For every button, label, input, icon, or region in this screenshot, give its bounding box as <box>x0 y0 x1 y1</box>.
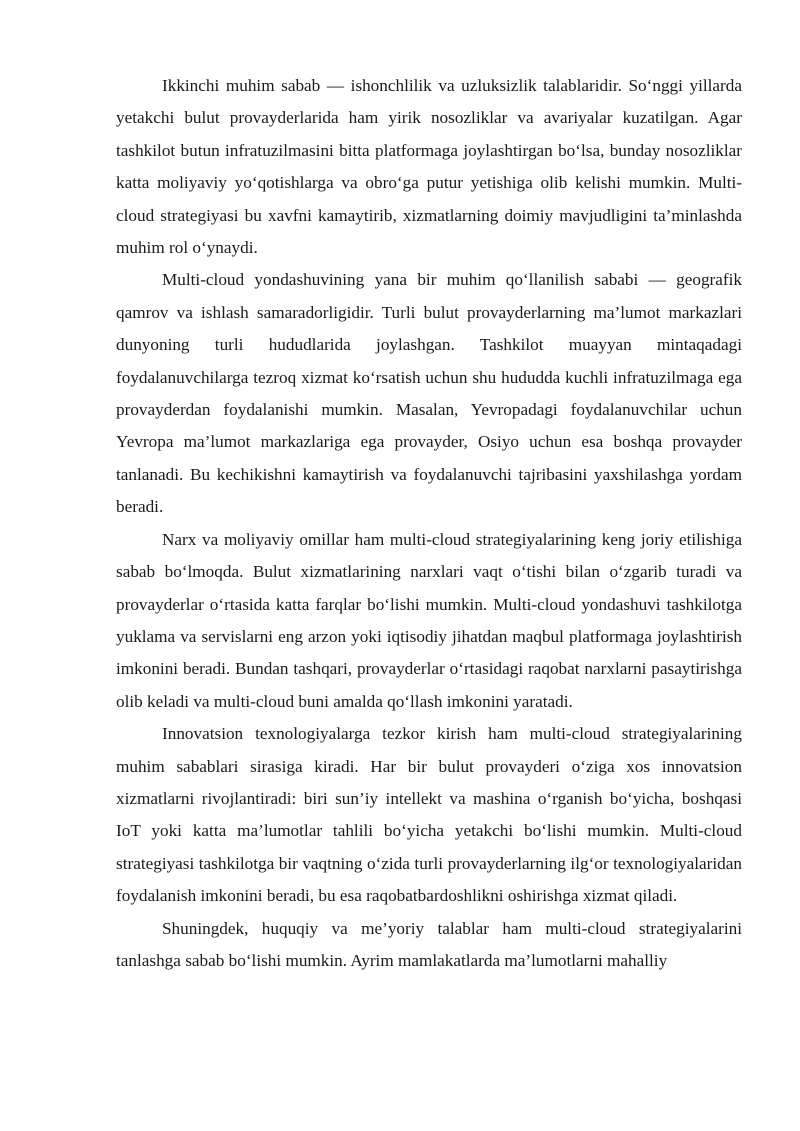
document-page <box>116 70 742 977</box>
paragraph-cost-factors: Narx va moliyaviy omillar ham multi-cloud strategiyalarining keng joriy etilishiga sabab bo‘lmoqda. Bulut xizmatlarining narxlari vaqt o‘tishi bilan o‘zgarib turadi va provayderlar o‘rtasida katta farqlar bo‘lishi mumkin. Multi-cloud yondashuvi tashkilotga yuklama va servislarni eng arzon yoki iqtisodiy jihatdan maqbul platformaga joylashtirish imkonini beradi. Bundan tashqari, provayderlar o‘rtasidagi raqobat narxlarni pasaytirishga olib keladi va multi-cloud buni amalda qo‘llash imkonini yaratadi. <box>116 529 742 711</box>
paragraph-regulatory-requirements: Shuningdek, huquqiy va me’yoriy talablar ham multi-cloud strategiyalarini tanlashga sabab bo‘lishi mumkin. Ayrim mamlakatlarda ma’lumotlarni mahalliy <box>116 918 742 970</box>
paragraph-innovation-access: Innovatsion texnologiyalarga tezkor kirish ham multi-cloud strategiyalarining muhim sabablari sirasiga kiradi. Har bir bulut provayderi o‘ziga xos innovatsion xizmatlarni rivojlantiradi: biri sun’iy intellekt va mashina o‘rganish bo‘yicha, boshqasi IoT yoki katta ma’lumotlar tahlili bo‘yicha yetakchi bo‘lishi mumkin. Multi-cloud strategiyasi tashkilotga bir vaqtning o‘zida turli provayderlarning ilg‘or texnologiyalaridan foydalanish imkonini beradi, bu esa raqobatbardoshlikni oshirishga xizmat qiladi. <box>116 724 742 906</box>
paragraph-geographic-coverage: Multi-cloud yondashuvining yana bir muhim qo‘llanilish sababi — geografik qamrov va ishlash samaradorligidir. Turli bulut provayderlarning ma’lumot markazlari dunyoning turli hududlarida joylashgan. Tashkilot muayyan mintaqadagi foydalanuvchilarga tezroq xizmat ko‘rsatish uchun shu hududda kuchli infratuzilmaga ega provayderdan foydalanishi mumkin. Masalan, Yevropadagi foydalanuvchilar uchun Yevropa ma’lumot markazlariga ega provayder, Osiyo uchun esa boshqa provayder tanlanadi. Bu kechikishni kamaytirish va foydalanuvchi tajribasini yaxshilashga yordam beradi. <box>116 270 742 517</box>
paragraph-reliability: Ikkinchi muhim sabab — ishonchlilik va uzluksizlik talablaridir. So‘nggi yillarda yetakchi bulut provayderlarida ham yirik nosozliklar va avariyalar kuzatilgan. Agar tashkilot butun infratuzilmasini bitta platformaga joylashtirgan bo‘lsa, bunday nosozliklar katta moliyaviy yo‘qotishlarga va obro‘ga putur yetishiga olib kelishi mumkin. Multi-cloud strategiyasi bu xavfni kamaytirib, xizmatlarning doimiy mavjudligini ta’minlashda muhim rol o‘ynaydi. <box>116 76 742 258</box>
